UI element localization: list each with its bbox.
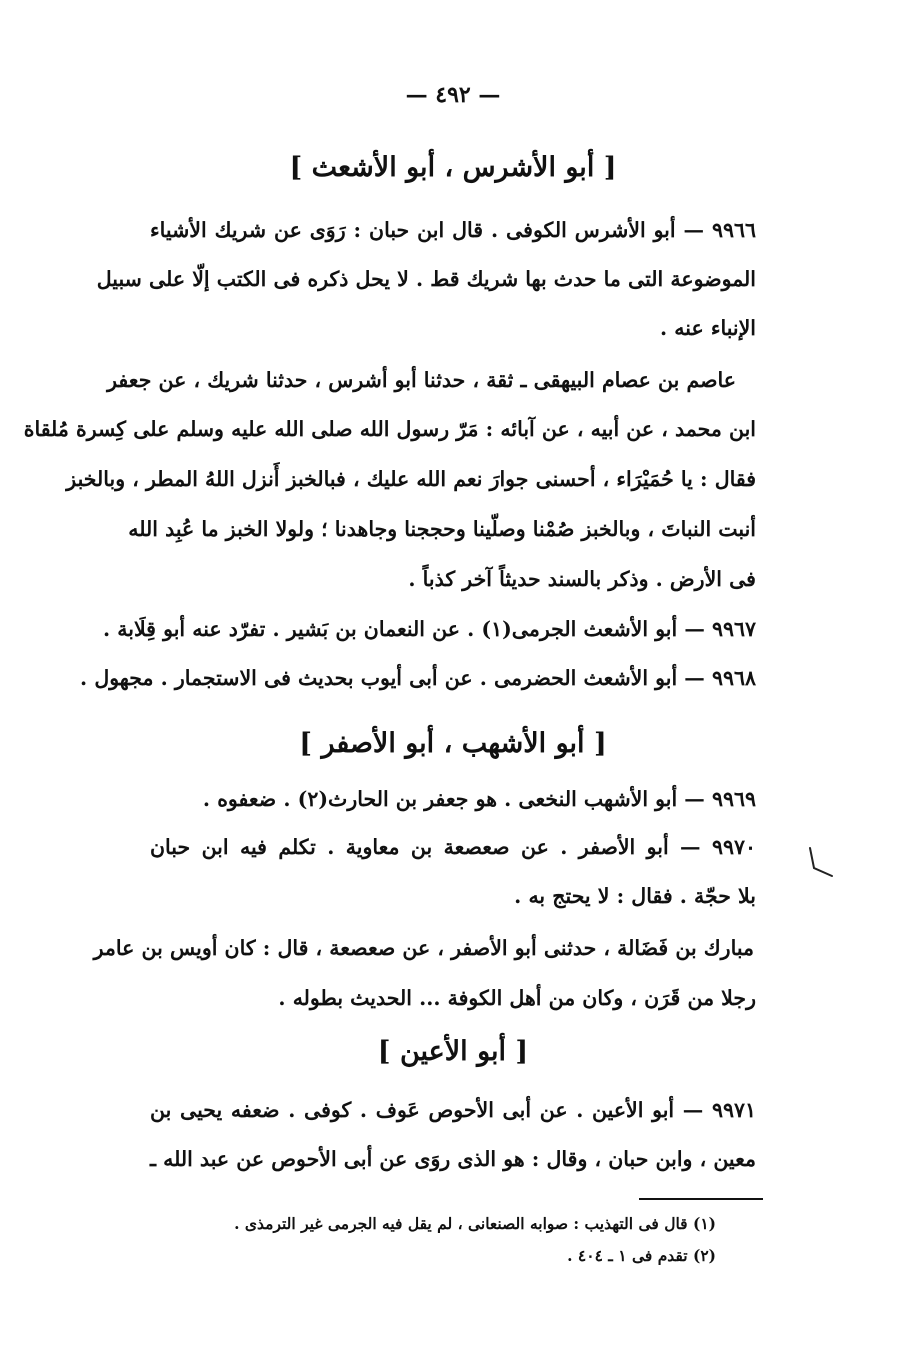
section-heading-aayan: [ أبو الأعين ] (377, 1036, 529, 1067)
footnote-divider (639, 1198, 763, 1200)
section-heading-ashras-ashath: [ أبو الأشرس ، أبو الأشعث ] (289, 152, 617, 183)
hadith-asim-line-5: فى الأرض . وذكر بالسند حديثاً آخر كذباً . (408, 567, 756, 591)
footnote-1: (١) قال فى التهذيب : صوابه الصنعانى ، لم يقل فيه الجرمى غير الترمذى . (234, 1214, 716, 1233)
entry-9971-line-2: معين ، وابن حبان ، وقال : هو الذى روَى عن أبى الأحوص عن عبد الله ـ (149, 1147, 756, 1171)
footnote-2: (٢) تقدم فى ١ ـ ٤٠٤ . (567, 1246, 716, 1265)
hadith-asim-line-2: ابن محمد ، عن أبيه ، عن آبائه : مَرّ رسول الله صلى الله عليه وسلم على كِسرة مُلقاة (23, 417, 756, 441)
page-number: — ٤٩٢ — (405, 82, 501, 108)
section-heading-ashhab-asfar: [ أبو الأشهب ، أبو الأصفر ] (299, 728, 607, 759)
entry-9967: ٩٩٦٧ — أبو الأشعث الجرمى(١) . عن النعمان بن بَشير . تفرّد عنه أبو قِلَابة . (102, 617, 756, 641)
entry-9966-line-2: الموضوعة التى ما حدث بها شريك قط . لا يحل ذكره فى الكتب إلّا على سبيل (96, 267, 756, 291)
entry-9969: ٩٩٦٩ — أبو الأشهب النخعى . هو جعفر بن الحارث(٢) . ضعفوه . (202, 787, 756, 811)
entry-9966-line-3: الإنباء عنه . (660, 316, 756, 340)
hadith-asim-line-3: فقال : يا حُمَيْرَاء ، أحسنى جوارَ نعم الله عليك ، فبالخبز أَنزل اللهُ المطر ، وبالخبز (66, 467, 756, 491)
margin-pen-mark (806, 846, 836, 876)
entry-9966-line-1: ٩٩٦٦ — أبو الأشرس الكوفى . قال ابن حبان : رَوَى عن شريك الأشياء (150, 218, 756, 242)
hadith-asim-line-1: عاصم بن عصام البيهقى ـ ثقة ، حدثنا أبو أشرس ، حدثنا شريك ، عن جعفر (107, 368, 736, 392)
entry-9970-line-2: بلا حجّة . فقال : لا يحتج به . (514, 884, 756, 908)
hadith-asim-line-4: أنبت النباتَ ، وبالخبز صُمْنا وصلّينا وحججنا وجاهدنا ؛ ولولا الخبز ما عُبِد الله (128, 517, 756, 541)
hadith-mubarak-line-1: مبارك بن فَضَالة ، حدثنى أبو الأصفر ، عن صعصعة ، قال : كان أويس بن عامر (93, 936, 754, 960)
entry-9971-line-1: ٩٩٧١ — أبو الأعين . عن أبى الأحوص عَوف . كوفى . ضعفه يحيى بن (150, 1098, 756, 1122)
entry-9970-line-1: ٩٩٧٠ — أبو الأصفر . عن صعصعة بن معاوية . تكلم فيه ابن حبان (150, 835, 756, 859)
hadith-mubarak-line-2: رجلا من قَرَن ، وكان من أهل الكوفة ... الحديث بطوله . (278, 986, 756, 1010)
entry-9968: ٩٩٦٨ — أبو الأشعث الحضرمى . عن أبى أيوب بحديث فى الاستجمار . مجهول . (80, 666, 756, 690)
